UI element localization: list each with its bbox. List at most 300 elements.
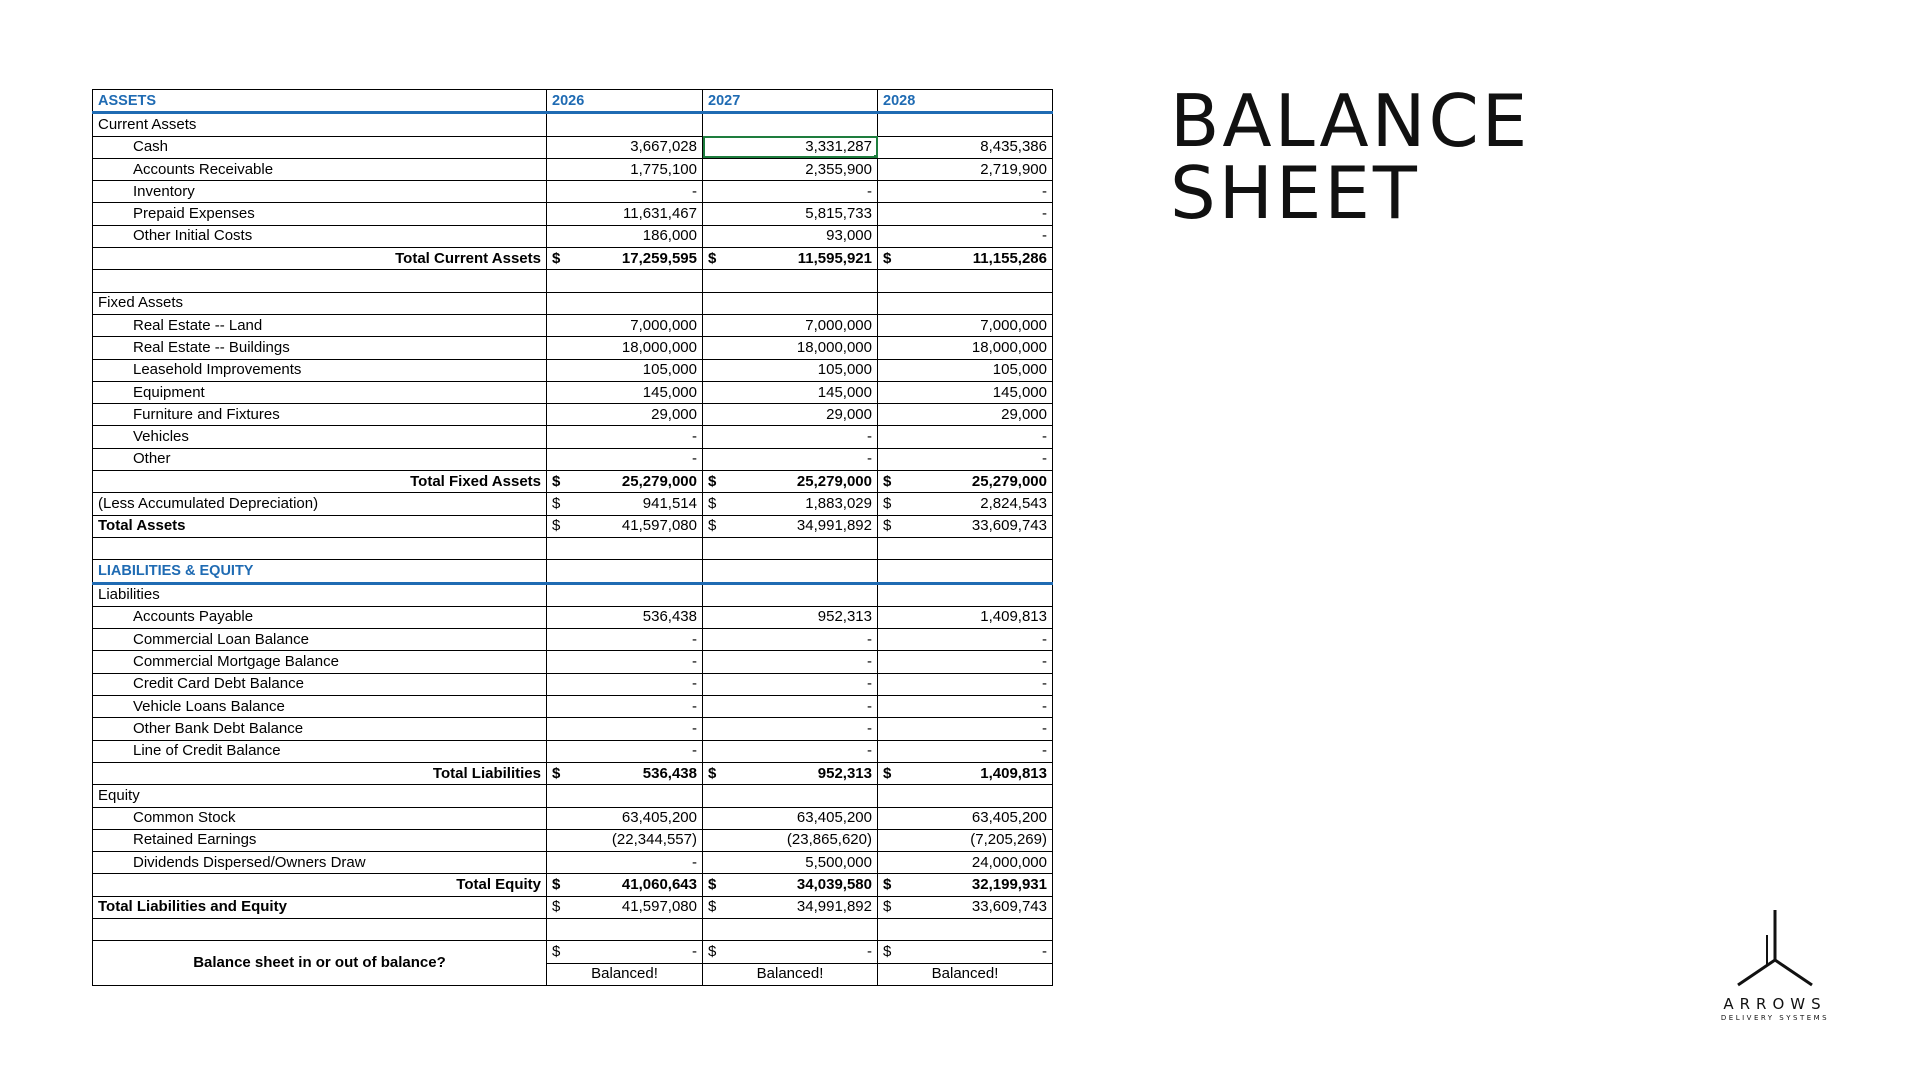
total-label-text: Total Liabilities xyxy=(432,764,541,782)
value-cell-1[interactable]: - xyxy=(703,718,878,740)
table-row xyxy=(93,203,1053,225)
currency-symbol: $ xyxy=(708,876,717,894)
year-header-0-text: 2026 xyxy=(552,92,585,109)
table-row xyxy=(93,740,1053,762)
total-cell-1[interactable] xyxy=(703,471,878,493)
total-cell-0-value: 536,438 xyxy=(642,764,697,782)
empty-cell[interactable] xyxy=(547,583,703,606)
total-cell-1-value: 34,039,580 xyxy=(796,876,872,894)
value-cell-1[interactable]: 7,000,000 xyxy=(703,314,878,336)
currency-symbol: $ xyxy=(552,764,561,782)
empty-cell[interactable] xyxy=(878,560,1053,583)
row-label-text: Furniture and Fixtures xyxy=(133,405,280,423)
row-label[interactable] xyxy=(93,852,547,874)
value-cell-0[interactable]: 3,667,028 xyxy=(547,136,703,158)
total-cell-1[interactable] xyxy=(703,515,878,537)
row-label-text: Other Initial Costs xyxy=(133,227,253,245)
value-cell-0[interactable]: 186,000 xyxy=(547,225,703,247)
empty-cell[interactable] xyxy=(93,918,547,940)
value-cell-0[interactable]: 29,000 xyxy=(547,404,703,426)
total-cell-2-wrap xyxy=(883,472,1047,492)
value-cell-2[interactable]: - xyxy=(878,718,1053,740)
value-cell-2[interactable]: 29,000 xyxy=(878,404,1053,426)
equity-label-text: Equity xyxy=(98,786,140,804)
total-cell-1[interactable] xyxy=(703,874,878,896)
total-cell-1-wrap xyxy=(708,875,872,895)
empty-cell[interactable] xyxy=(547,537,703,559)
total-label[interactable] xyxy=(93,762,547,784)
table-row xyxy=(93,807,1053,829)
total-cell-2[interactable] xyxy=(878,762,1053,784)
value-cell-0[interactable]: 1,775,100 xyxy=(547,158,703,180)
currency-symbol: $ xyxy=(552,517,561,535)
value-cell-1[interactable]: (23,865,620) xyxy=(703,829,878,851)
value-cell-1[interactable]: - xyxy=(703,673,878,695)
currency-symbol: $ xyxy=(552,494,561,512)
balance-check-label[interactable] xyxy=(93,941,547,986)
total-cell-0-value: 17,259,595 xyxy=(621,249,697,267)
value-cell-0[interactable]: - xyxy=(547,651,703,673)
row-label-text: Credit Card Debt Balance xyxy=(133,675,304,693)
empty-cell[interactable] xyxy=(878,113,1053,136)
currency-symbol: $ xyxy=(883,517,892,535)
total-row xyxy=(93,493,1053,515)
row-label[interactable] xyxy=(93,651,547,673)
liab-header-row xyxy=(93,560,1053,583)
empty-cell[interactable] xyxy=(703,918,878,940)
year-header-0[interactable] xyxy=(547,90,703,113)
empty-cell[interactable] xyxy=(703,537,878,559)
value-cell-2[interactable]: 24,000,000 xyxy=(878,852,1053,874)
value-cell-2[interactable]: 7,000,000 xyxy=(878,314,1053,336)
value-cell-2[interactable]: - xyxy=(878,740,1053,762)
value-cell-0[interactable]: 63,405,200 xyxy=(547,807,703,829)
value-cell-2[interactable]: 2,719,900 xyxy=(878,158,1053,180)
total-label[interactable] xyxy=(93,248,547,270)
row-label[interactable] xyxy=(93,696,547,718)
row-label[interactable] xyxy=(93,337,547,359)
value-cell-1[interactable]: - xyxy=(703,629,878,651)
value-cell-2[interactable]: 105,000 xyxy=(878,359,1053,381)
logo-tagline: DELIVERY SYSTEMS xyxy=(1720,1014,1830,1022)
value-cell-2[interactable]: 8,435,386 xyxy=(878,136,1053,158)
total-cell-1-value: 952,313 xyxy=(817,764,872,782)
table-row xyxy=(93,426,1053,448)
total-cell-0[interactable] xyxy=(547,248,703,270)
total-cell-2[interactable] xyxy=(878,515,1053,537)
value-cell-0[interactable]: - xyxy=(547,673,703,695)
empty-cell[interactable] xyxy=(703,583,878,606)
value-cell-0[interactable]: 145,000 xyxy=(547,381,703,403)
empty-cell[interactable] xyxy=(878,270,1053,292)
total-row xyxy=(93,762,1053,784)
currency-symbol: $ xyxy=(883,876,892,894)
total-cell-2[interactable] xyxy=(878,248,1053,270)
total-cell-1-value: 1,883,029 xyxy=(805,494,872,512)
currency-symbol: $ xyxy=(708,764,717,782)
section-row xyxy=(93,292,1053,314)
row-label[interactable] xyxy=(93,426,547,448)
empty-cell[interactable] xyxy=(703,560,878,583)
empty-cell[interactable] xyxy=(878,583,1053,606)
value-cell-0[interactable]: 536,438 xyxy=(547,606,703,628)
total-cell-0[interactable] xyxy=(547,762,703,784)
current-assets-label[interactable] xyxy=(93,113,547,136)
year-header-1-text: 2027 xyxy=(708,92,741,109)
value-cell-1[interactable]: 145,000 xyxy=(703,381,878,403)
row-label-text: Retained Earnings xyxy=(133,831,257,849)
total-cell-0-wrap xyxy=(552,249,697,269)
total-cell-1-wrap xyxy=(708,897,872,917)
empty-cell[interactable] xyxy=(878,292,1053,314)
currency-symbol: $ xyxy=(708,249,717,267)
value-cell-1[interactable]: 18,000,000 xyxy=(703,337,878,359)
selected-cell[interactable]: 3,331,287 xyxy=(703,136,878,158)
total-cell-0[interactable] xyxy=(547,515,703,537)
row-label[interactable] xyxy=(93,718,547,740)
row-label-text: Accounts Payable xyxy=(133,608,254,626)
total-cell-2-wrap xyxy=(883,875,1047,895)
total-cell-1-wrap xyxy=(708,249,872,269)
total-cell-2-wrap xyxy=(883,249,1047,269)
total-label[interactable] xyxy=(93,515,547,537)
total-cell-1[interactable] xyxy=(703,493,878,515)
total-cell-0-wrap xyxy=(552,764,697,784)
row-label-text: Line of Credit Balance xyxy=(133,742,281,760)
value-cell-1[interactable]: 952,313 xyxy=(703,606,878,628)
value-cell-1[interactable]: - xyxy=(703,696,878,718)
blank-row xyxy=(93,537,1053,559)
total-row xyxy=(93,515,1053,537)
value-cell-2[interactable]: 63,405,200 xyxy=(878,807,1053,829)
total-cell-0[interactable] xyxy=(547,471,703,493)
row-label-text: Commercial Mortgage Balance xyxy=(133,653,339,671)
value-cell-0[interactable]: - xyxy=(547,852,703,874)
table-row xyxy=(93,651,1053,673)
currency-symbol: $ xyxy=(708,898,717,916)
total-label-text: Total Current Assets xyxy=(395,249,541,267)
total-cell-2-wrap xyxy=(883,516,1047,536)
row-label-text: Inventory xyxy=(133,182,195,200)
row-label[interactable] xyxy=(93,181,547,203)
table-row xyxy=(93,606,1053,628)
value-cell-1[interactable]: 2,355,900 xyxy=(703,158,878,180)
empty-cell[interactable] xyxy=(547,113,703,136)
table-row xyxy=(93,448,1053,470)
value-cell-2[interactable]: 1,409,813 xyxy=(878,606,1053,628)
value-cell-2[interactable]: - xyxy=(878,629,1053,651)
row-label-text: Real Estate -- Buildings xyxy=(133,338,290,356)
table-row xyxy=(93,225,1053,247)
empty-cell[interactable] xyxy=(93,537,547,559)
value-cell-1[interactable]: - xyxy=(703,426,878,448)
value-cell-2[interactable]: - xyxy=(878,203,1053,225)
total-row xyxy=(93,248,1053,270)
value-cell-2[interactable]: 18,000,000 xyxy=(878,337,1053,359)
total-label[interactable] xyxy=(93,896,547,918)
value-cell-2[interactable]: - xyxy=(878,181,1053,203)
total-cell-1-wrap xyxy=(708,472,872,492)
total-cell-2-value: 33,609,743 xyxy=(971,517,1047,535)
page-title xyxy=(1170,79,1531,235)
value-cell-1[interactable]: - xyxy=(703,181,878,203)
empty-cell[interactable] xyxy=(878,785,1053,807)
currency-symbol: $ xyxy=(552,249,561,267)
total-cell-1-wrap xyxy=(708,764,872,784)
section-row xyxy=(93,583,1053,606)
value-cell-1[interactable]: - xyxy=(703,448,878,470)
value-cell-2[interactable]: - xyxy=(878,426,1053,448)
table-row xyxy=(93,136,1053,158)
row-label-text: Prepaid Expenses xyxy=(133,205,255,223)
value-cell-2[interactable]: (7,205,269) xyxy=(878,829,1053,851)
row-label[interactable] xyxy=(93,381,547,403)
value-cell-2[interactable]: - xyxy=(878,651,1053,673)
empty-cell[interactable] xyxy=(547,270,703,292)
currency-symbol: $ xyxy=(552,472,561,490)
currency-symbol: $ xyxy=(708,494,717,512)
empty-cell[interactable] xyxy=(547,918,703,940)
total-cell-2-wrap xyxy=(883,897,1047,917)
empty-cell[interactable] xyxy=(547,785,703,807)
row-label-text: Dividends Dispersed/Owners Draw xyxy=(133,853,366,871)
total-cell-0[interactable] xyxy=(547,874,703,896)
row-label-text: Vehicle Loans Balance xyxy=(133,697,285,715)
title-line-1: BALANCE xyxy=(1170,79,1531,163)
liabilities-equity-header-text: LIABILITIES & EQUITY xyxy=(98,562,254,579)
empty-cell[interactable] xyxy=(93,270,547,292)
total-cell-1[interactable] xyxy=(703,762,878,784)
total-label[interactable] xyxy=(93,493,547,515)
value-cell-2[interactable]: - xyxy=(878,696,1053,718)
total-cell-1-value: 34,991,892 xyxy=(796,517,872,535)
row-label[interactable] xyxy=(93,158,547,180)
value-cell-1[interactable]: 105,000 xyxy=(703,359,878,381)
total-cell-0-wrap xyxy=(552,875,697,895)
value-cell-0[interactable]: - xyxy=(547,448,703,470)
balance-value-1-value: - xyxy=(867,942,872,960)
total-cell-0-value: 41,597,080 xyxy=(621,517,697,535)
row-label[interactable] xyxy=(93,359,547,381)
assets-header[interactable] xyxy=(93,90,547,113)
total-label[interactable] xyxy=(93,471,547,493)
balance-value-2-value: - xyxy=(1042,942,1047,960)
section-row xyxy=(93,785,1053,807)
empty-cell[interactable] xyxy=(703,785,878,807)
value-cell-0[interactable]: 11,631,467 xyxy=(547,203,703,225)
currency-symbol: $ xyxy=(883,764,892,782)
table-row xyxy=(93,629,1053,651)
total-cell-2-wrap xyxy=(883,764,1047,784)
total-cell-2-value: 2,824,543 xyxy=(980,494,1047,512)
total-label[interactable] xyxy=(93,874,547,896)
row-label-text: Vehicles xyxy=(133,428,189,446)
section-row xyxy=(93,113,1053,136)
empty-cell[interactable] xyxy=(703,292,878,314)
total-label-text: Total Assets xyxy=(98,517,186,535)
empty-cell[interactable] xyxy=(547,292,703,314)
value-cell-0[interactable]: 105,000 xyxy=(547,359,703,381)
currency-symbol: $ xyxy=(708,517,717,535)
total-cell-2[interactable] xyxy=(878,471,1053,493)
balance-check-label-text: Balance sheet in or out of balance? xyxy=(193,954,446,972)
year-header-2-text: 2028 xyxy=(883,92,916,109)
total-cell-1-wrap xyxy=(708,494,872,514)
table-row xyxy=(93,718,1053,740)
value-cell-0[interactable]: - xyxy=(547,426,703,448)
row-label-text: Other xyxy=(133,450,171,468)
table-row xyxy=(93,404,1053,426)
value-cell-1[interactable]: - xyxy=(703,740,878,762)
total-cell-2[interactable] xyxy=(878,493,1053,515)
total-row xyxy=(93,896,1053,918)
liabilities-equity-header[interactable] xyxy=(93,560,547,583)
balance-value-2[interactable] xyxy=(878,941,1053,963)
total-cell-0-value: 941,514 xyxy=(642,494,697,512)
value-cell-0[interactable]: (22,344,557) xyxy=(547,829,703,851)
value-cell-0[interactable]: 18,000,000 xyxy=(547,337,703,359)
year-header-2[interactable] xyxy=(878,90,1053,113)
row-label-text: Other Bank Debt Balance xyxy=(133,719,304,737)
balance-status-0[interactable]: Balanced! xyxy=(547,963,703,985)
value-cell-0[interactable]: - xyxy=(547,696,703,718)
balance-check-row xyxy=(93,941,1053,963)
value-cell-0[interactable]: - xyxy=(547,718,703,740)
row-label-text: Equipment xyxy=(133,383,205,401)
currency-symbol: $ xyxy=(883,249,892,267)
fixed-assets-label-text: Fixed Assets xyxy=(98,294,184,312)
balance-status-2[interactable]: Balanced! xyxy=(878,963,1053,985)
row-label[interactable] xyxy=(93,448,547,470)
value-cell-1[interactable]: 93,000 xyxy=(703,225,878,247)
value-cell-1[interactable]: 5,815,733 xyxy=(703,203,878,225)
row-label[interactable] xyxy=(93,629,547,651)
row-label[interactable] xyxy=(93,203,547,225)
value-cell-2[interactable]: 145,000 xyxy=(878,381,1053,403)
total-cell-2-value: 33,609,743 xyxy=(971,898,1047,916)
value-cell-2[interactable]: - xyxy=(878,448,1053,470)
total-cell-2[interactable] xyxy=(878,874,1053,896)
row-label-text: Commercial Loan Balance xyxy=(133,630,309,648)
balance-value-0[interactable] xyxy=(547,941,703,963)
row-label[interactable] xyxy=(93,807,547,829)
currency-symbol: $ xyxy=(552,942,561,960)
assets-header-text: ASSETS xyxy=(98,92,157,109)
table-row xyxy=(93,158,1053,180)
empty-cell[interactable] xyxy=(878,537,1053,559)
value-cell-1[interactable]: - xyxy=(703,651,878,673)
balance-value-1-wrap xyxy=(708,942,872,962)
total-cell-2-wrap xyxy=(883,494,1047,514)
currency-symbol: $ xyxy=(552,898,561,916)
table-row xyxy=(93,852,1053,874)
total-cell-1[interactable] xyxy=(703,896,878,918)
currency-symbol: $ xyxy=(883,942,892,960)
total-cell-0[interactable] xyxy=(547,896,703,918)
total-cell-2[interactable] xyxy=(878,896,1053,918)
row-label[interactable] xyxy=(93,673,547,695)
row-label[interactable] xyxy=(93,404,547,426)
empty-cell[interactable] xyxy=(878,918,1053,940)
empty-cell[interactable] xyxy=(547,560,703,583)
total-label-text: Total Fixed Assets xyxy=(410,472,541,490)
table-row xyxy=(93,829,1053,851)
row-label-text: Common Stock xyxy=(133,809,236,827)
table-row xyxy=(93,381,1053,403)
table-row xyxy=(93,181,1053,203)
value-cell-0[interactable]: - xyxy=(547,629,703,651)
total-cell-0-wrap xyxy=(552,516,697,536)
balance-value-1[interactable] xyxy=(703,941,878,963)
total-row xyxy=(93,471,1053,493)
liabilities-label[interactable] xyxy=(93,583,547,606)
total-cell-2-value: 1,409,813 xyxy=(980,764,1047,782)
value-cell-2[interactable]: - xyxy=(878,225,1053,247)
value-cell-1[interactable]: 29,000 xyxy=(703,404,878,426)
liabilities-label-text: Liabilities xyxy=(98,586,160,604)
value-cell-1[interactable]: 5,500,000 xyxy=(703,852,878,874)
total-cell-0-value: 25,279,000 xyxy=(621,472,697,490)
row-label[interactable] xyxy=(93,829,547,851)
row-label-text: Accounts Receivable xyxy=(133,160,274,178)
currency-symbol: $ xyxy=(708,472,717,490)
value-cell-0[interactable]: - xyxy=(547,181,703,203)
total-cell-0-wrap xyxy=(552,472,697,492)
empty-cell[interactable] xyxy=(703,113,878,136)
assets-header-row xyxy=(93,90,1053,113)
total-cell-1-value: 11,595,921 xyxy=(797,249,872,267)
current-assets-label-text: Current Assets xyxy=(98,115,197,133)
fixed-assets-label[interactable] xyxy=(93,292,547,314)
row-label[interactable] xyxy=(93,606,547,628)
total-cell-0[interactable] xyxy=(547,493,703,515)
total-label-text: Total Equity xyxy=(456,876,541,894)
table-row xyxy=(93,314,1053,336)
value-cell-0[interactable]: 7,000,000 xyxy=(547,314,703,336)
table-row xyxy=(93,337,1053,359)
total-cell-0-wrap xyxy=(552,897,697,917)
year-header-1[interactable] xyxy=(703,90,878,113)
table-row xyxy=(93,696,1053,718)
row-label[interactable] xyxy=(93,740,547,762)
value-cell-0[interactable]: - xyxy=(547,740,703,762)
currency-symbol: $ xyxy=(883,494,892,512)
total-cell-2-value: 11,155,286 xyxy=(972,249,1047,267)
total-cell-0-wrap xyxy=(552,494,697,514)
total-cell-0-value: 41,060,643 xyxy=(621,876,697,894)
currency-symbol: $ xyxy=(552,876,561,894)
row-label[interactable] xyxy=(93,314,547,336)
row-label[interactable] xyxy=(93,225,547,247)
row-label[interactable] xyxy=(93,136,547,158)
table-row xyxy=(93,673,1053,695)
value-cell-2[interactable]: - xyxy=(878,673,1053,695)
total-label-text: Total Liabilities and Equity xyxy=(98,898,287,916)
row-label-text: Cash xyxy=(133,138,169,156)
value-cell-1[interactable]: 63,405,200 xyxy=(703,807,878,829)
total-cell-0-value: 41,597,080 xyxy=(621,898,697,916)
blank-row xyxy=(93,270,1053,292)
table-row xyxy=(93,359,1053,381)
balance-status-1[interactable]: Balanced! xyxy=(703,963,878,985)
balance-value-0-wrap xyxy=(552,942,697,962)
logo-name: ARROWS xyxy=(1723,995,1827,1013)
balance-sheet-table xyxy=(92,89,1053,986)
balance-value-2-wrap xyxy=(883,942,1047,962)
empty-cell[interactable] xyxy=(703,270,878,292)
equity-label[interactable] xyxy=(93,785,547,807)
total-cell-1[interactable] xyxy=(703,248,878,270)
